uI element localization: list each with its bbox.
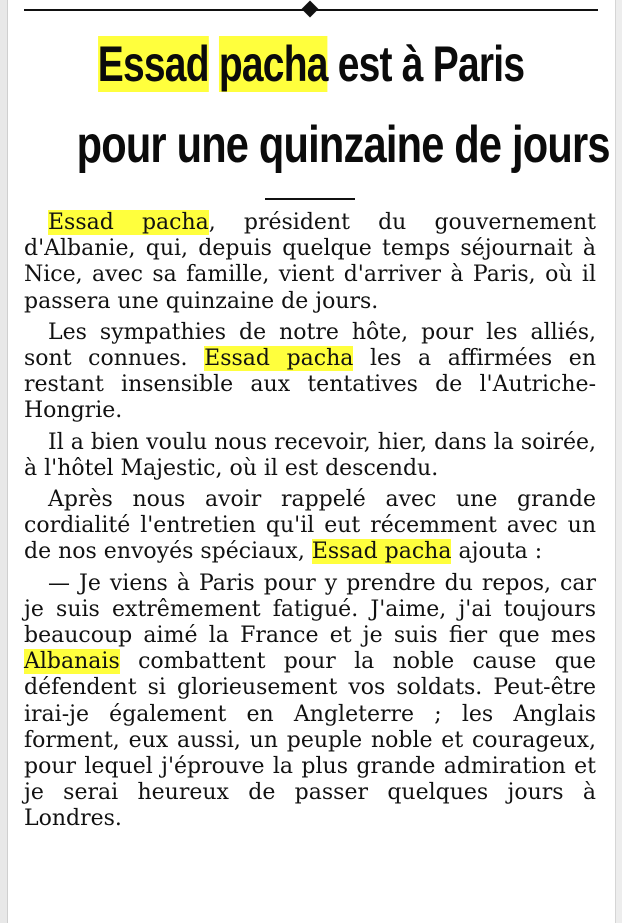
paragraph-text: , président du gouvernement d'Albanie, qui, depuis quelque temps séjournait à Nice, avec sa famille, vient d'arriver à Paris, où il passera une quinzaine de jours.	[24, 210, 597, 314]
paragraph-text: — Je viens à Paris pour y prendre du repos, car je suis extrêmement fatigué. J'aime, j'ai toujours beaucoup aimé la France et je suis fier que mes	[24, 570, 596, 649]
paragraph-text: Après nous avoir rappelé avec une grande cordialité l'entretien qu'il eut récemment avec un de nos envoyés spéciaux,	[24, 487, 596, 565]
headline-line-2: pour une quinzaine de jours	[76, 116, 610, 174]
article-paragraph	[24, 487, 596, 566]
article-paragraph	[24, 430, 596, 482]
article-paragraph	[24, 571, 596, 833]
headline-rest: est à Paris	[327, 36, 525, 92]
headline-divider	[265, 198, 355, 200]
highlighted-term: Essad pacha	[311, 539, 452, 565]
headline-highlight-pacha: pacha	[218, 36, 328, 92]
highlighted-term: Essad pacha	[48, 210, 209, 235]
scan-edge-left	[0, 0, 8, 923]
paragraph-text: ajouta :	[451, 539, 543, 565]
paragraph-text: Il a bien voulu nous recevoir, hier, dans la soirée, à l'hôtel Majestic, où il est descendu.	[24, 429, 596, 481]
scan-edge-right	[615, 0, 622, 923]
rule-ornament-icon	[302, 1, 319, 18]
paragraph-text: les a affirmées en restant insensible aux tentatives de l'Autriche-Hongrie.	[24, 346, 596, 424]
highlighted-term: Albanais	[24, 649, 120, 675]
paragraph-text: Les sympathies de notre hôte, pour les alliés, sont connues.	[24, 319, 596, 372]
headline-line-1	[82, 36, 539, 92]
article-paragraph	[24, 210, 596, 315]
paragraph-text: combattent pour la noble cause que défendent si glorieusement vos soldats. Peut-être irai-je également en Angleterre ; les Anglais forment, eux aussi, un peuple noble et courageux, pour lequel j'éprouve la plus grande admiration et je serai heureux de passer quelques jours à Londres.	[24, 649, 596, 832]
article-paragraph	[24, 320, 596, 425]
article-body	[24, 210, 596, 833]
headline-highlight-essad: Essad	[97, 36, 209, 92]
highlighted-term: Essad pacha	[204, 346, 354, 372]
